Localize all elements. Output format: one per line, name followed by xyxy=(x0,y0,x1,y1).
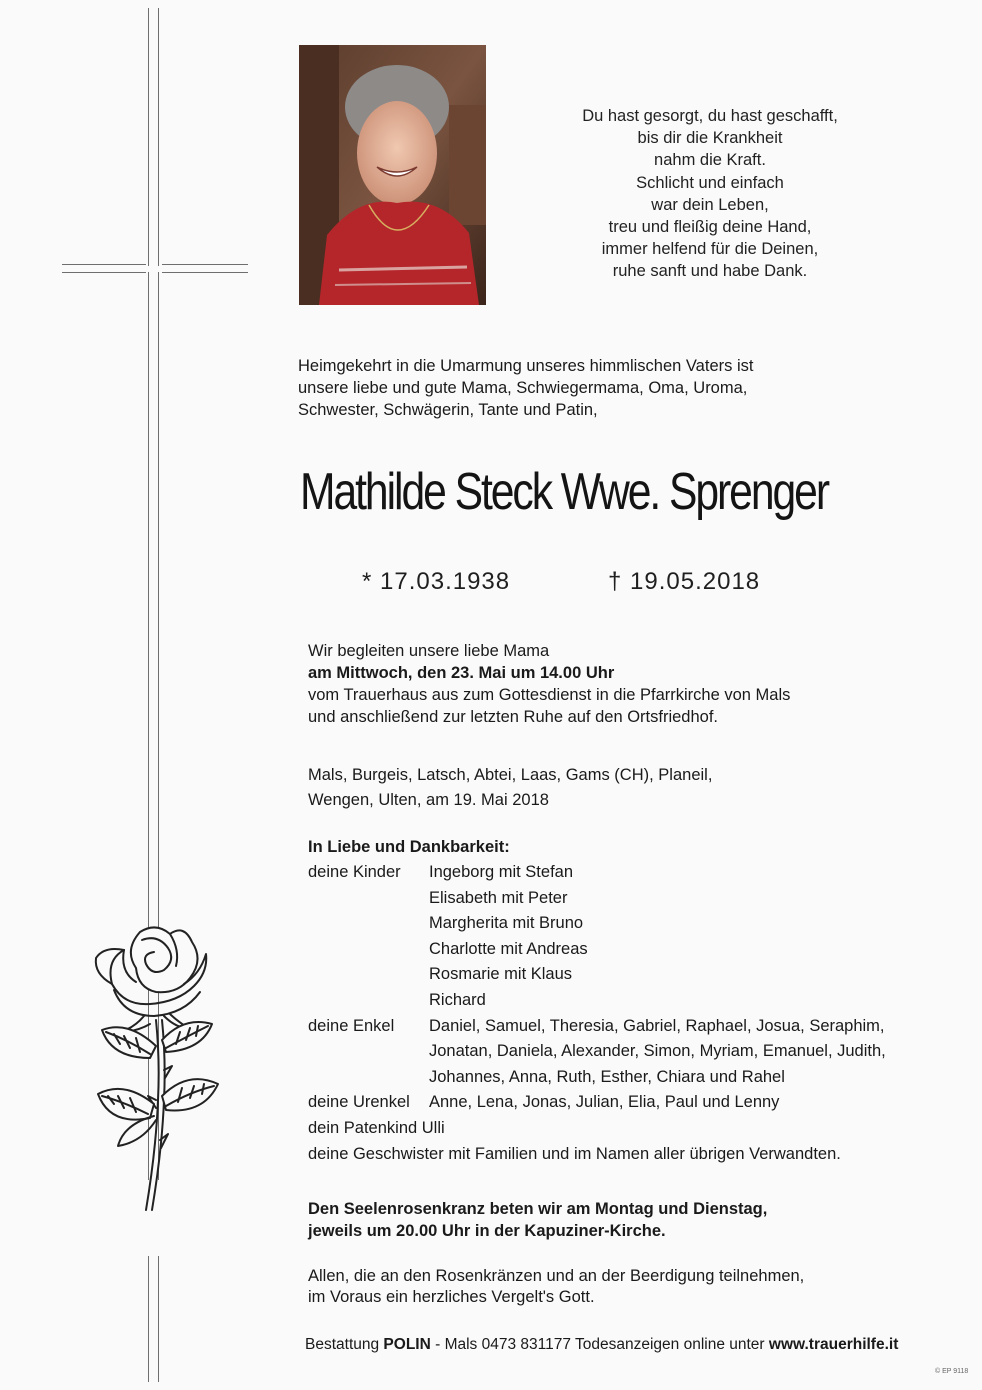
family-row xyxy=(308,889,948,915)
family-members: Anne, Lena, Jonas, Julian, Elia, Paul und Lenny xyxy=(429,1093,780,1112)
love-heading: In Liebe und Dankbarkeit: xyxy=(308,838,510,856)
intro-text xyxy=(298,355,858,421)
family-members: Richard xyxy=(429,990,486,1009)
family-row xyxy=(308,940,948,966)
poem xyxy=(560,105,860,283)
poem-line: treu und fleißig deine Hand, xyxy=(608,218,812,237)
family-row xyxy=(308,914,948,940)
print-code: © EP 9118 xyxy=(935,1368,969,1375)
rose-icon xyxy=(84,920,244,1220)
birth-date: * 17.03.1938 xyxy=(362,568,511,595)
family-members: Rosmarie mit Klaus xyxy=(429,965,573,984)
family-row xyxy=(308,1068,948,1094)
family-members: Charlotte mit Andreas xyxy=(429,939,588,958)
poem-line: nahm die Kraft. xyxy=(654,151,766,170)
poem-line: war dein Leben, xyxy=(651,195,769,214)
rosary-line: jeweils um 20.00 Uhr in der Kapuziner-Kirche. xyxy=(308,1222,666,1240)
family-members: Jonatan, Daniela, Alexander, Simon, Myriam, Emanuel, Judith, xyxy=(429,1042,886,1061)
family-row xyxy=(308,1119,948,1145)
funeral-line: vom Trauerhaus aus zum Gottesdienst in die Pfarrkirche von Mals xyxy=(308,686,791,704)
rosary-line: Den Seelenrosenkranz beten wir am Montag und Dienstag, xyxy=(308,1200,768,1218)
footer-prefix: Bestattung xyxy=(305,1336,384,1353)
family-row xyxy=(308,1017,948,1043)
deceased-name: Mathilde Steck Wwe. Sprenger xyxy=(300,463,828,521)
family-label: deine Kinder xyxy=(308,863,401,881)
family-members: Margherita mit Bruno xyxy=(429,914,584,933)
poem-line: bis dir die Krankheit xyxy=(637,129,783,148)
footer-website: www.trauerhilfe.it xyxy=(768,1336,899,1353)
poem-line: immer helfend für die Deinen, xyxy=(601,240,819,259)
intro-line: unsere liebe und gute Mama, Schwiegermama, Oma, Uroma, xyxy=(298,379,748,397)
place-line: Wengen, Ulten, am 19. Mai 2018 xyxy=(308,791,549,809)
thanks-line: im Voraus ein herzliches Vergelt's Gott. xyxy=(308,1288,595,1306)
footer-company: POLIN xyxy=(383,1336,431,1353)
intro-line: Schwester, Schwägerin, Tante und Patin, xyxy=(298,401,598,419)
funeral-info xyxy=(308,640,908,728)
poem-line: Schlicht und einfach xyxy=(636,173,784,192)
footer xyxy=(305,1336,965,1354)
poem-line: Du hast gesorgt, du hast geschafft, xyxy=(582,107,838,125)
family-label: dein Patenkind Ulli xyxy=(308,1118,445,1137)
family-label: deine Urenkel xyxy=(308,1093,410,1112)
family-members: Johannes, Anna, Ruth, Esther, Chiara und Rahel xyxy=(429,1067,785,1086)
family-row xyxy=(308,863,948,889)
funeral-date-line: am Mittwoch, den 23. Mai um 14.00 Uhr xyxy=(308,664,615,682)
portrait-photo xyxy=(299,45,486,305)
intro-line: Heimgekehrt in die Umarmung unseres himmlischen Vaters ist xyxy=(298,357,754,375)
cross-joint-b xyxy=(158,262,159,266)
family-row xyxy=(308,965,948,991)
cross-joint-c xyxy=(148,272,149,276)
cross-h-gap-a xyxy=(148,262,158,275)
funeral-line: und anschließend zur letzten Ruhe auf den Ortsfriedhof. xyxy=(308,708,718,726)
family-label: deine Enkel xyxy=(308,1016,395,1035)
place-line: Mals, Burgeis, Latsch, Abtei, Laas, Gams (CH), Planeil, xyxy=(308,766,713,784)
cross-joint-d xyxy=(158,272,159,276)
rosary-info xyxy=(308,1198,928,1242)
family-row xyxy=(308,1145,948,1171)
footer-middle: - Mals 0473 831177 Todesanzeigen online unter xyxy=(430,1336,769,1353)
thanks-line: Allen, die an den Rosenkränzen und an der Beerdigung teilnehmen, xyxy=(308,1267,805,1285)
thanks-text xyxy=(308,1266,928,1308)
place-and-date xyxy=(308,763,908,813)
family-members: Ingeborg mit Stefan xyxy=(429,863,574,881)
family-label: deine Geschwister mit Familien und im Namen aller übrigen Verwandten. xyxy=(308,1144,841,1163)
family-row xyxy=(308,1042,948,1068)
family-row xyxy=(308,991,948,1017)
family-members: Daniel, Samuel, Theresia, Gabriel, Raphael, Josua, Seraphim, xyxy=(429,1016,885,1035)
poem-line: ruhe sanft und habe Dank. xyxy=(612,262,808,281)
family-list xyxy=(308,863,948,1170)
cross-joint-a xyxy=(148,262,149,266)
family-row xyxy=(308,1093,948,1119)
death-date: † 19.05.2018 xyxy=(608,568,761,595)
funeral-line: Wir begleiten unsere liebe Mama xyxy=(308,642,550,660)
family-members: Elisabeth mit Peter xyxy=(429,888,568,907)
